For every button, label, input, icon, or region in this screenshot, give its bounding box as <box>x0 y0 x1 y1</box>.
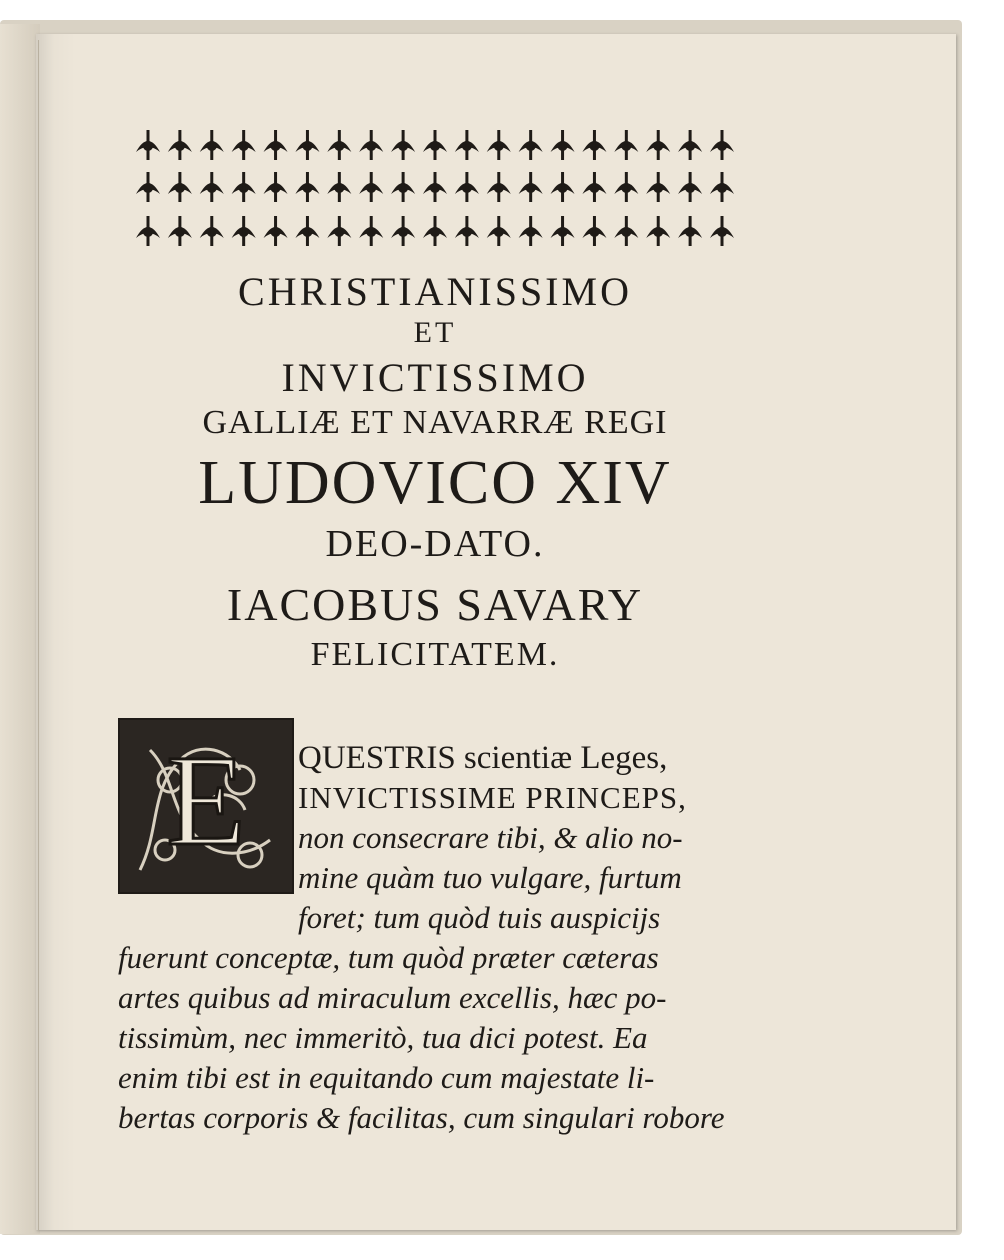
spine-gutter <box>38 40 39 1230</box>
body-line-5: foret; tum quòd tuis auspicijs <box>298 900 661 935</box>
body-line-1: QUESTRIS scientiæ Leges, <box>298 740 668 776</box>
title-line-6: DEO-DATO. <box>325 523 545 565</box>
body-line-9: enim tibi est in equitando cum majestate li- <box>118 1060 655 1095</box>
facing-page-edge <box>0 24 40 1234</box>
initial-letter: E <box>166 729 246 873</box>
decorated-initial <box>118 718 294 894</box>
title-line-7: IACOBUS SAVARY <box>226 579 644 630</box>
title-line-3: INVICTISSIMO <box>281 355 589 400</box>
body-line-6: fuerunt conceptæ, tum quòd præter cæteras <box>118 940 659 975</box>
title-line-4: GALLIÆ ET NAVARRÆ REGI <box>202 404 668 441</box>
body-line-8: tissimùm, nec immeritò, tua dici potest. Ea <box>118 1020 648 1055</box>
title-line-1: CHRISTIANISSIMO <box>238 269 632 314</box>
body-line-2: INVICTISSIME PRINCEPS, <box>298 780 687 815</box>
title-line-2: ET <box>413 316 457 349</box>
title-line-5: LUDOVICO XIV <box>198 449 672 517</box>
title-line-8: FELICITATEM. <box>310 636 560 673</box>
body-line-7: artes quibus ad miraculum excellis, hæc po- <box>118 980 667 1015</box>
typographic-ornament-band <box>132 124 738 256</box>
body-line-10: bertas corporis & facilitas, cum singulari robore <box>118 1100 725 1135</box>
body-line-3: non consecrare tibi, & alio no- <box>298 820 683 855</box>
body-line-4: mine quàm tuo vulgare, furtum <box>298 860 682 895</box>
